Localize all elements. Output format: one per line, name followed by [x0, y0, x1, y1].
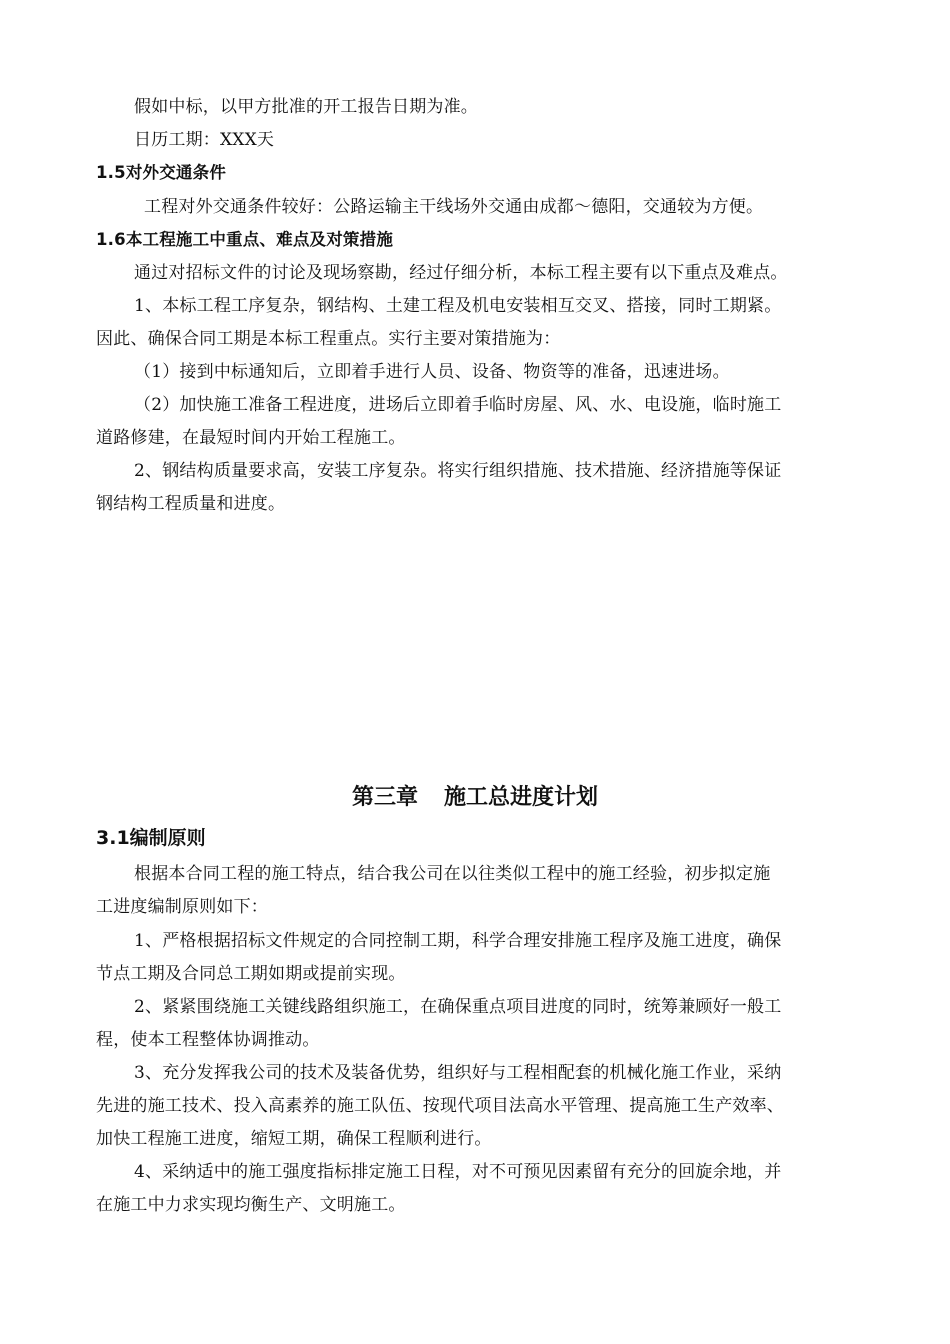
paragraph-analysis: 通过对招标文件的讨论及现场察勘，经过仔细分析，本标工程主要有以下重点及难点。 — [134, 263, 788, 283]
chapter-title — [0, 784, 950, 812]
paragraph-calendar-duration: 日历工期：XXX天 — [134, 130, 275, 150]
paragraph-measure-2-line-1: （2）加快施工准备工程进度，进场后立即着手临时房屋、风、水、电设施，临时施工 — [134, 395, 782, 415]
paragraph-principle-3-line-3: 加快工程施工进度，缩短工期，确保工程顺利进行。 — [96, 1129, 492, 1149]
paragraph-traffic: 工程对外交通条件较好：公路运输主干线场外交通由成都～德阳，交通较为方便。 — [144, 197, 764, 217]
paragraph-start-date: 假如中标，以甲方批准的开工报告日期为准。 — [134, 97, 478, 117]
paragraph-principle-1-line-1: 1、严格根据招标文件规定的合同控制工期，科学合理安排施工程序及施工进度，确保 — [134, 931, 782, 951]
chapter-number: 第三章 — [351, 785, 418, 810]
paragraph-point-1-line-1: 1、本标工程工序复杂，钢结构、土建工程及机电安装相互交叉、搭接，同时工期紧。 — [134, 296, 782, 316]
paragraph-measure-2-line-2: 道路修建，在最短时间内开始工程施工。 — [96, 428, 406, 448]
heading-1-6: 1.6本工程施工中重点、难点及对策措施 — [96, 230, 394, 249]
paragraph-principles-intro-line-2: 工进度编制原则如下： — [96, 897, 268, 917]
paragraph-point-1-line-2: 因此、确保合同工期是本标工程重点。实行主要对策措施为： — [96, 329, 561, 349]
paragraph-point-2-line-2: 钢结构工程质量和进度。 — [96, 494, 286, 514]
paragraph-principle-2-line-1: 2、紧紧围绕施工关键线路组织施工，在确保重点项目进度的同时，统筹兼顾好一般工 — [134, 997, 782, 1017]
heading-1-5: 1.5对外交通条件 — [96, 163, 227, 182]
paragraph-principles-intro-line-1: 根据本合同工程的施工特点，结合我公司在以往类似工程中的施工经验，初步拟定施 — [134, 864, 771, 884]
paragraph-principle-3-line-2: 先进的施工技术、投入高素养的施工队伍、按现代项目法高水平管理、提高施工生产效率、 — [96, 1096, 784, 1116]
paragraph-point-2-line-1: 2、钢结构质量要求高，安装工序复杂。将实行组织措施、技术措施、经济措施等保证 — [134, 461, 782, 481]
paragraph-principle-1-line-2: 节点工期及合同总工期如期或提前实现。 — [96, 964, 406, 984]
heading-3-1: 3.1编制原则 — [96, 827, 206, 849]
paragraph-principle-3-line-1: 3、充分发挥我公司的技术及装备优势，组织好与工程相配套的机械化施工作业，采纳 — [134, 1063, 782, 1083]
chapter-name: 施工总进度计划 — [444, 785, 599, 810]
paragraph-principle-2-line-2: 程，使本工程整体协调推动。 — [96, 1030, 320, 1050]
paragraph-measure-1: （1）接到中标通知后，立即着手进行人员、设备、物资等的准备，迅速进场。 — [134, 362, 730, 382]
paragraph-principle-4-line-1: 4、采纳适中的施工强度指标排定施工日程，对不可预见因素留有充分的回旋余地，并 — [134, 1162, 782, 1182]
paragraph-principle-4-line-2: 在施工中力求实现均衡生产、文明施工。 — [96, 1195, 406, 1215]
